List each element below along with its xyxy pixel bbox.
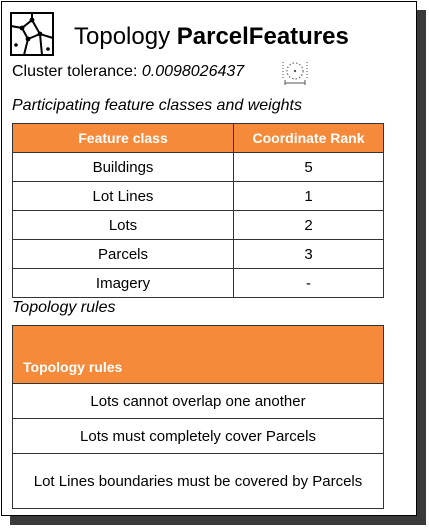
feature-class-table <box>12 123 384 298</box>
table-row <box>13 384 384 419</box>
table-row <box>13 454 384 509</box>
coordinate-rank-cell: - <box>234 269 384 298</box>
feature-class-cell: Lots <box>13 211 234 240</box>
topology-icon <box>10 12 54 56</box>
coordinate-rank-cell: 2 <box>234 211 384 240</box>
cluster-tolerance <box>12 63 244 81</box>
rule-cell: Lots cannot overlap one another <box>13 384 384 419</box>
table-row <box>13 240 384 269</box>
column-header-topology-rules: Topology rules <box>13 326 384 384</box>
table-row <box>13 182 384 211</box>
table-row <box>13 153 384 182</box>
column-header-coordinate-rank: Coordinate Rank <box>234 124 384 153</box>
tolerance-value: 0.0098026437 <box>141 63 245 80</box>
coordinate-rank-cell: 3 <box>234 240 384 269</box>
cluster-tolerance-icon <box>279 60 313 86</box>
table-row <box>13 269 384 298</box>
feature-class-cell: Imagery <box>13 269 234 298</box>
page-title <box>74 23 349 51</box>
title-prefix: Topology <box>74 23 171 50</box>
coordinate-rank-cell: 5 <box>234 153 384 182</box>
topology-header <box>10 12 410 56</box>
column-header-feature-class: Feature class <box>13 124 234 153</box>
coordinate-rank-cell: 1 <box>234 182 384 211</box>
feature-class-table-header <box>13 124 384 153</box>
topology-card <box>1 1 417 516</box>
feature-class-cell: Lot Lines <box>13 182 234 211</box>
tolerance-label: Cluster tolerance: <box>12 63 138 80</box>
table-row <box>13 211 384 240</box>
topology-rules-table-header <box>13 326 384 384</box>
topology-name: ParcelFeatures <box>176 23 349 50</box>
topology-rules-heading: Topology rules <box>12 299 116 316</box>
rule-cell: Lot Lines boundaries must be covered by Parcels <box>13 454 384 509</box>
topology-rules-table <box>12 325 384 509</box>
feature-classes-heading: Participating feature classes and weights <box>12 97 302 114</box>
feature-class-cell: Parcels <box>13 240 234 269</box>
feature-class-cell: Buildings <box>13 153 234 182</box>
rule-cell: Lots must completely cover Parcels <box>13 419 384 454</box>
table-row <box>13 419 384 454</box>
